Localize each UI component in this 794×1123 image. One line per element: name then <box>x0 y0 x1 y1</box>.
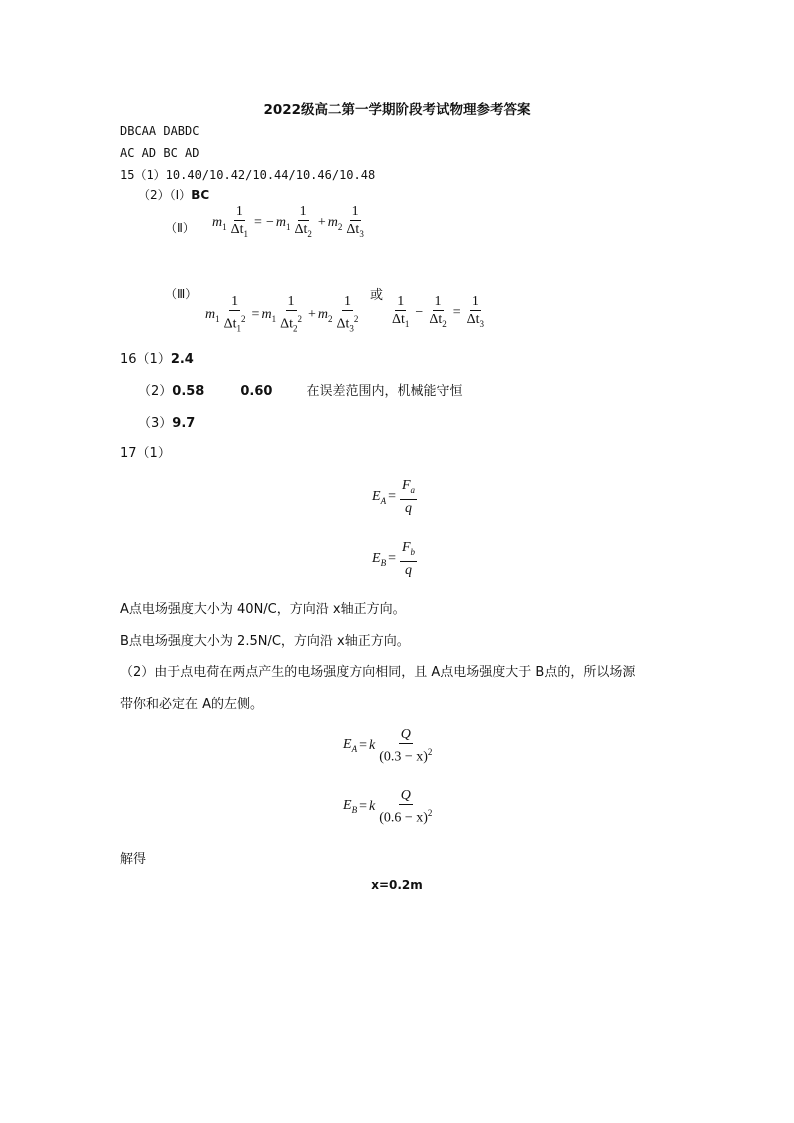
q17-part1-label: 17（1） <box>120 446 171 461</box>
eq-term: $m_1$ <box>205 306 220 324</box>
q16-part1-value: 2.4 <box>170 352 194 367</box>
q17-part2-line2: 带你和必定在 A的左侧。 <box>120 697 264 712</box>
eq-term: $m_1$ <box>212 214 227 232</box>
fraction: $\frac{F_b}{q}$ <box>401 540 416 578</box>
q15-ii-label: （Ⅱ） <box>165 221 195 235</box>
page-title: 2022级高二第一学期阶段考试物理参考答案 <box>263 102 531 118</box>
equation-iii-b: $\frac{1}{\Delta t_1}$ − $\frac{1}{\Delta t_2}$ = $\frac{1}{\Delta t_3}$ <box>388 294 488 332</box>
equation-ea: $E_A$ = $\frac{F_a}{q}$ <box>372 478 416 516</box>
fraction: $\frac{1}{\Delta t_3}$ <box>346 204 364 239</box>
equation-eb-k: $E_B$ = k $\frac{Q}{(0.6 - x)^2}$ <box>343 788 433 826</box>
q17-part2-line1: （2）由于点电荷在两点产生的电场强度方向相同，且 A点电场强度大于 B点的，所以场源 <box>120 665 636 680</box>
fraction: $\frac{F_a}{q}$ <box>401 478 416 516</box>
equation-ii: $m_1$ $\frac{1}{\Delta t_1}$ = − $m_1$ $\frac{1}{\Delta t_2}$ + $m_2$ $\frac{1}{\Delta t_3}$ <box>212 204 368 242</box>
q16-part1: 16（1）2.4 <box>120 352 194 367</box>
q15-part2 <box>138 186 209 203</box>
fraction: $\frac{1}{\Delta t_2^2}$ <box>280 294 302 334</box>
eq-term: $m_1$ <box>261 306 277 324</box>
fraction: $\frac{1}{\Delta t_1}$ <box>392 294 410 329</box>
fraction: $\frac{Q}{(0.6 - x)^2}$ <box>379 788 433 826</box>
mc-answers-1: DBCAA DABDC <box>120 124 200 138</box>
fraction: $\frac{1}{\Delta t_1}$ <box>230 204 249 239</box>
q15-part1: 15（1）10.40/10.42/10.44/10.46/10.48 <box>120 168 376 182</box>
mc-answers-2: AC AD BC AD <box>120 146 200 160</box>
equation-iii-a: $m_1$ $\frac{1}{\Delta t_1^2}$ = $m_1$ $\frac{1}{\Delta t_2^2}$ + $m_2$ $\frac{1}{\Delta t_3^2}$ <box>205 294 362 336</box>
fraction: $\frac{Q}{(0.3 - x)^2}$ <box>379 727 433 765</box>
q16-part3-value: 9.7 <box>172 416 196 431</box>
q16-part2-value1: 0.58 <box>172 384 205 399</box>
final-result: x=0.2m <box>371 878 423 892</box>
eq-term: $m_2$ <box>327 214 343 232</box>
eq-term: $m_2$ <box>317 306 333 324</box>
fraction: $\frac{1}{\Delta t_2}$ <box>429 294 447 329</box>
q16-part2-text: 在误差范围内，机械能守恒 <box>306 384 463 399</box>
q15-part2-value: BC <box>191 188 210 202</box>
q16-part2-value2: 0.60 <box>240 384 273 399</box>
solve-label: 解得 <box>120 852 147 867</box>
q16-part3: （3）9.7 <box>138 416 196 431</box>
q16-part2: （2）0.58 0.60 在误差范围内，机械能守恒 <box>138 384 463 399</box>
fraction: $\frac{1}{\Delta t_3^2}$ <box>336 294 359 334</box>
q15-iii-label: （Ⅲ） <box>165 287 198 301</box>
equation-eb: $E_B$ = $\frac{F_b}{q}$ <box>372 540 416 578</box>
q17-line-a: A点电场强度大小为 40N/C，方向沿 x轴正方向。 <box>120 602 406 617</box>
fraction: $\frac{1}{\Delta t_2}$ <box>294 204 312 239</box>
eq-term: $m_1$ <box>275 214 291 232</box>
fraction: $\frac{1}{\Delta t_1^2}$ <box>223 294 246 334</box>
or-text: 或 <box>370 288 384 303</box>
q17-line-b: B点电场强度大小为 2.5N/C，方向沿 x轴正方向。 <box>120 634 410 649</box>
equation-ea-k: $E_A$ = k $\frac{Q}{(0.3 - x)^2}$ <box>343 727 433 765</box>
fraction: $\frac{1}{\Delta t_3}$ <box>466 294 485 329</box>
q15-part2-label: （2）（Ⅰ） <box>138 188 192 202</box>
